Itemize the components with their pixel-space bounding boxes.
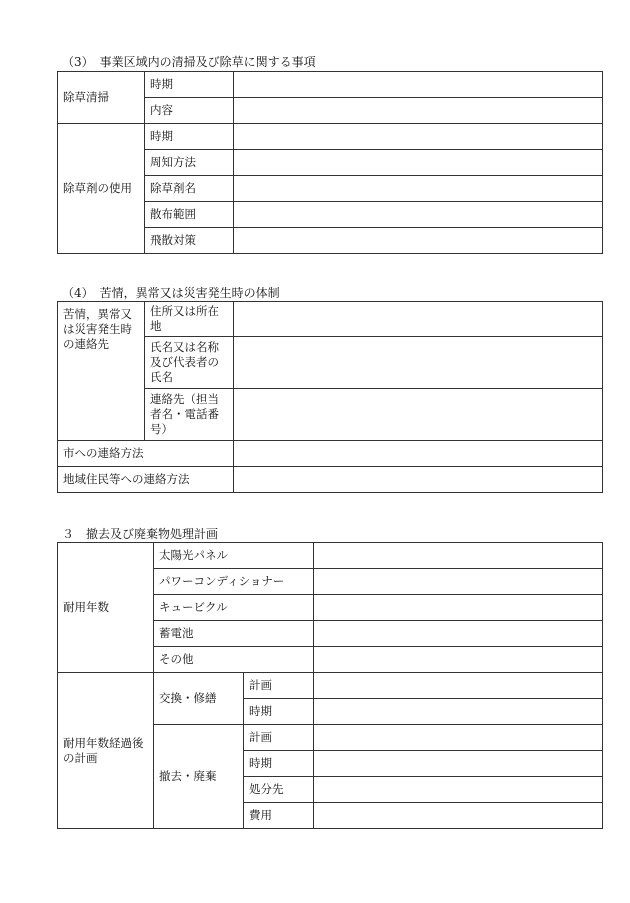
exchange-timing-label: 時期 — [244, 699, 314, 725]
removal-plan-table — [57, 542, 603, 829]
phone-field[interactable] — [234, 389, 603, 441]
herbicide-drift-field[interactable] — [234, 228, 603, 254]
disposal-destination-field[interactable] — [314, 777, 603, 803]
solar-panel-field[interactable] — [314, 543, 603, 569]
herbicide-label: 除草剤の使用 — [58, 124, 145, 254]
section-4-title: （4） 苦情，異常又は災害発生時の体制 — [62, 286, 280, 300]
removal-plan-field[interactable] — [314, 725, 603, 751]
city-method-label: 市への連絡方法 — [58, 441, 234, 467]
section-3-title: （3） 事業区域内の清掃及び除草に関する事項 — [62, 55, 316, 69]
removal-timing-field[interactable] — [314, 751, 603, 777]
herbicide-area-field[interactable] — [234, 202, 603, 228]
disposal-destination-label: 処分先 — [244, 777, 314, 803]
cubicle-label: キュービクル — [154, 595, 314, 621]
herbicide-timing-field[interactable] — [234, 124, 603, 150]
weeding-content-label: 内容 — [145, 98, 234, 124]
weeding-content-field[interactable] — [234, 98, 603, 124]
other-field[interactable] — [314, 647, 603, 673]
after-plan-label: 耐用年数経過後の計画 — [58, 673, 154, 829]
contact-label: 苦情，異常又は災害発生時の連絡先 — [58, 302, 145, 441]
removal-timing-label: 時期 — [244, 751, 314, 777]
exchange-plan-label: 計画 — [244, 673, 314, 699]
exchange-timing-field[interactable] — [314, 699, 603, 725]
weeding-timing-field[interactable] — [234, 72, 603, 98]
solar-panel-label: 太陽光パネル — [154, 543, 314, 569]
herbicide-notice-field[interactable] — [234, 150, 603, 176]
address-field[interactable] — [234, 302, 603, 337]
removal-plan-label: 計画 — [244, 725, 314, 751]
battery-label: 蓄電池 — [154, 621, 314, 647]
residents-method-label: 地域住民等への連絡方法 — [58, 467, 234, 493]
city-method-field[interactable] — [234, 441, 603, 467]
address-label: 住所又は所在地 — [145, 302, 234, 337]
exchange-label: 交換・修繕 — [154, 673, 244, 725]
herbicide-area-label: 散布範囲 — [145, 202, 234, 228]
name-field[interactable] — [234, 337, 603, 389]
cost-label: 費用 — [244, 803, 314, 829]
herbicide-notice-label: 周知方法 — [145, 150, 234, 176]
phone-label: 連絡先（担当者名・電話番号） — [145, 389, 234, 441]
power-conditioner-field[interactable] — [314, 569, 603, 595]
weeding-timing-label: 時期 — [145, 72, 234, 98]
battery-field[interactable] — [314, 621, 603, 647]
herbicide-drift-label: 飛散対策 — [145, 228, 234, 254]
removal-label: 撤去・廃棄 — [154, 725, 244, 829]
exchange-plan-field[interactable] — [314, 673, 603, 699]
section-removal-title: ３ 撤去及び廃棄物処理計画 — [62, 527, 219, 541]
herbicide-timing-label: 時期 — [145, 124, 234, 150]
residents-method-field[interactable] — [234, 467, 603, 493]
useful-life-label: 耐用年数 — [58, 543, 154, 673]
cubicle-field[interactable] — [314, 595, 603, 621]
cleaning-weeding-table — [57, 71, 603, 254]
cost-field[interactable] — [314, 803, 603, 829]
other-label: その他 — [154, 647, 314, 673]
name-label: 氏名又は名称及び代表者の氏名 — [145, 337, 234, 389]
weeding-label: 除草清掃 — [58, 72, 145, 124]
power-conditioner-label: パワーコンディショナー — [154, 569, 314, 595]
herbicide-name-field[interactable] — [234, 176, 603, 202]
herbicide-name-label: 除草剤名 — [145, 176, 234, 202]
emergency-contact-table — [57, 301, 603, 493]
